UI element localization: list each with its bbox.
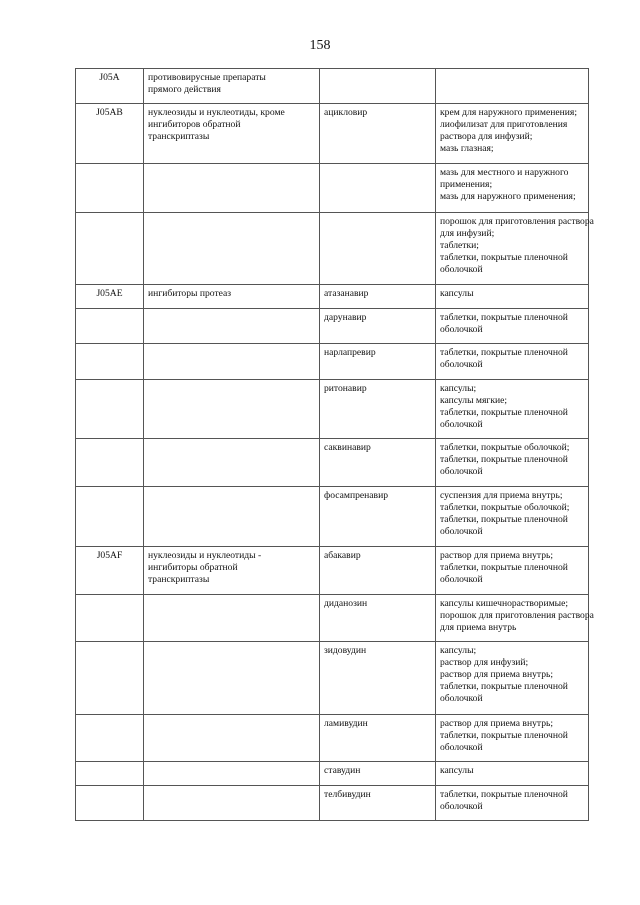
table-row <box>76 547 589 595</box>
dosage-form-line: таблетки, покрытые оболочкой; <box>440 502 570 513</box>
dosage-forms-cell <box>436 786 589 821</box>
group-text-line: ингибиторы обратной <box>148 562 238 573</box>
atc-code-cell <box>76 595 144 642</box>
table-row <box>76 762 589 786</box>
drug-name: нарлапревир <box>324 347 376 358</box>
table-row <box>76 309 589 344</box>
drug-name-cell <box>320 164 436 213</box>
dosage-forms-cell <box>436 164 589 213</box>
drug-name-cell <box>320 213 436 285</box>
atc-code-cell <box>76 344 144 380</box>
dosage-forms-cell <box>436 344 589 380</box>
dosage-form-line: капсулы; <box>440 645 477 656</box>
anatomical-group-cell <box>144 762 320 786</box>
dosage-form-line: мазь для наружного применения; <box>440 191 576 202</box>
atc-code-cell <box>76 380 144 439</box>
dosage-form-line: раствор для приема внутрь; <box>440 669 554 680</box>
table-row <box>76 439 589 487</box>
atc-code-cell <box>76 213 144 285</box>
page-number: 158 <box>309 38 331 53</box>
anatomical-group-cell <box>144 69 320 104</box>
dosage-forms-cell <box>436 309 589 344</box>
dosage-form-line: лиофилизат для приготовления <box>440 119 568 130</box>
anatomical-group-cell <box>144 642 320 715</box>
anatomical-group-cell <box>144 344 320 380</box>
group-text-line: транскриптазы <box>148 131 210 142</box>
dosage-forms-cell <box>436 547 589 595</box>
dosage-form-line: таблетки, покрытые пленочной <box>440 407 568 418</box>
dosage-form-line: раствор для приема внутрь; <box>440 718 554 729</box>
anatomical-group-cell <box>144 786 320 821</box>
dosage-forms-cell <box>436 69 589 104</box>
dosage-form-line: раствора для инфузий; <box>440 131 533 142</box>
drug-name: зидовудин <box>324 645 367 656</box>
dosage-forms-cell <box>436 380 589 439</box>
dosage-form-line: оболочкой <box>440 359 483 370</box>
drug-name-cell <box>320 547 436 595</box>
dosage-form-line: таблетки, покрытые пленочной <box>440 562 568 573</box>
anatomical-group-cell <box>144 213 320 285</box>
atc-code: J05AE <box>96 288 123 299</box>
dosage-form-line: таблетки, покрытые пленочной <box>440 312 568 323</box>
dosage-form-line: оболочкой <box>440 324 483 335</box>
table-row <box>76 69 589 104</box>
dosage-form-line: суспензия для приема внутрь; <box>440 490 563 501</box>
table-row <box>76 164 589 213</box>
drug-name-cell <box>320 595 436 642</box>
drug-name: ацикловир <box>324 107 368 118</box>
atc-code-cell <box>76 547 144 595</box>
dosage-form-line: порошок для приготовления раствора <box>440 610 594 621</box>
group-text-line: противовирусные препараты <box>148 72 266 83</box>
group-text-line: нуклеозиды и нуклеотиды - <box>148 550 262 561</box>
dosage-form-line: для приема внутрь <box>440 622 517 633</box>
dosage-form-line: мазь глазная; <box>440 143 494 154</box>
atc-code-cell <box>76 642 144 715</box>
dosage-form-line: оболочкой <box>440 264 483 275</box>
dosage-form-line: раствор для инфузий; <box>440 657 529 668</box>
dosage-form-line: оболочкой <box>440 526 483 537</box>
dosage-forms-cell <box>436 595 594 642</box>
dosage-form-line: применения; <box>440 179 493 190</box>
dosage-forms-cell <box>436 762 589 786</box>
dosage-form-line: таблетки, покрытые пленочной <box>440 789 568 800</box>
table-row <box>76 786 589 821</box>
anatomical-group-cell <box>144 285 320 309</box>
dosage-form-line: капсулы кишечнорастворимые; <box>440 598 569 609</box>
dosage-form-line: таблетки, покрытые пленочной <box>440 681 568 692</box>
dosage-forms-cell <box>436 642 589 715</box>
drug-name: ставудин <box>324 765 361 776</box>
dosage-form-line: оболочкой <box>440 574 483 585</box>
table-row <box>76 715 589 762</box>
dosage-form-line: таблетки, покрытые пленочной <box>440 454 568 465</box>
anatomical-group-cell <box>144 309 320 344</box>
dosage-form-line: капсулы; <box>440 383 477 394</box>
drug-name-cell <box>320 487 436 547</box>
drug-name: ритонавир <box>324 383 367 394</box>
dosage-forms-cell <box>436 104 589 164</box>
atc-code: J05AB <box>96 107 123 118</box>
table-row <box>76 213 589 285</box>
dosage-form-line: капсулы <box>440 765 474 776</box>
group-text-line: ингибиторов обратной <box>148 119 241 130</box>
dosage-form-line: таблетки, покрытые пленочной <box>440 730 568 741</box>
table-row <box>76 595 589 642</box>
atc-code-cell <box>76 786 144 821</box>
dosage-form-line: оболочкой <box>440 742 483 753</box>
dosage-form-line: для инфузий; <box>440 228 495 239</box>
dosage-forms-cell <box>436 715 589 762</box>
dosage-form-line: раствор для приема внутрь; <box>440 550 554 561</box>
atc-code-cell <box>76 69 144 104</box>
anatomical-group-cell <box>144 104 320 164</box>
drug-name-cell <box>320 309 436 344</box>
dosage-forms-cell <box>436 213 594 285</box>
dosage-form-line: таблетки, покрытые пленочной <box>440 347 568 358</box>
drug-name: атазанавир <box>324 288 369 299</box>
anatomical-group-cell <box>144 715 320 762</box>
table-row <box>76 487 589 547</box>
group-text-line: нуклеозиды и нуклеотиды, кроме <box>148 107 285 118</box>
drug-name: диданозин <box>324 598 368 609</box>
dosage-form-line: таблетки, покрытые пленочной <box>440 514 568 525</box>
dosage-forms-cell <box>436 487 589 547</box>
dosage-form-line: оболочкой <box>440 466 483 477</box>
anatomical-group-cell <box>144 380 320 439</box>
drug-name: абакавир <box>324 550 361 561</box>
table-row <box>76 642 589 715</box>
atc-code-cell <box>76 487 144 547</box>
drug-table <box>75 68 594 821</box>
group-text-line: ингибиторы протеаз <box>148 288 232 299</box>
atc-code: J05AF <box>96 550 123 561</box>
table-row <box>76 344 589 380</box>
anatomical-group-cell <box>144 595 320 642</box>
drug-name: дарунавир <box>324 312 367 323</box>
table-row <box>76 104 589 164</box>
dosage-form-line: таблетки, покрытые пленочной <box>440 252 568 263</box>
dosage-form-line: мазь для местного и наружного <box>440 167 569 178</box>
anatomical-group-cell <box>144 547 320 595</box>
drug-name: ламивудин <box>324 718 368 729</box>
drug-name-cell <box>320 380 436 439</box>
dosage-form-line: таблетки; <box>440 240 479 251</box>
atc-code-cell <box>76 762 144 786</box>
dosage-form-line: крем для наружного применения; <box>440 107 577 118</box>
drug-name: саквинавир <box>324 442 371 453</box>
atc-code: J05A <box>99 72 120 83</box>
atc-code-cell <box>76 285 144 309</box>
dosage-form-line: оболочкой <box>440 801 483 812</box>
drug-name-cell <box>320 344 436 380</box>
group-text-line: транскриптазы <box>148 574 210 585</box>
drug-name-cell <box>320 69 436 104</box>
table-body <box>76 69 594 821</box>
table-row <box>76 285 589 309</box>
atc-code-cell <box>76 715 144 762</box>
drug-name-cell <box>320 285 436 309</box>
dosage-form-line: оболочкой <box>440 693 483 704</box>
dosage-forms-cell <box>436 439 589 487</box>
drug-name-cell <box>320 104 436 164</box>
drug-name-cell <box>320 762 436 786</box>
atc-code-cell <box>76 164 144 213</box>
dosage-form-line: капсулы <box>440 288 474 299</box>
dosage-form-line: таблетки, покрытые оболочкой; <box>440 442 570 453</box>
dosage-form-line: оболочкой <box>440 419 483 430</box>
anatomical-group-cell <box>144 487 320 547</box>
atc-code-cell <box>76 309 144 344</box>
anatomical-group-cell <box>144 439 320 487</box>
atc-code-cell <box>76 439 144 487</box>
drug-name-cell <box>320 786 436 821</box>
drug-name-cell <box>320 439 436 487</box>
dosage-forms-cell <box>436 285 589 309</box>
drug-name-cell <box>320 642 436 715</box>
anatomical-group-cell <box>144 164 320 213</box>
drug-name: фосампренавир <box>324 490 388 501</box>
group-text-line: прямого действия <box>148 84 221 95</box>
table-row <box>76 380 589 439</box>
dosage-form-line: капсулы мягкие; <box>440 395 508 406</box>
dosage-form-line: порошок для приготовления раствора <box>440 216 594 227</box>
drug-name-cell <box>320 715 436 762</box>
drug-name: телбивудин <box>324 789 371 800</box>
atc-code-cell <box>76 104 144 164</box>
